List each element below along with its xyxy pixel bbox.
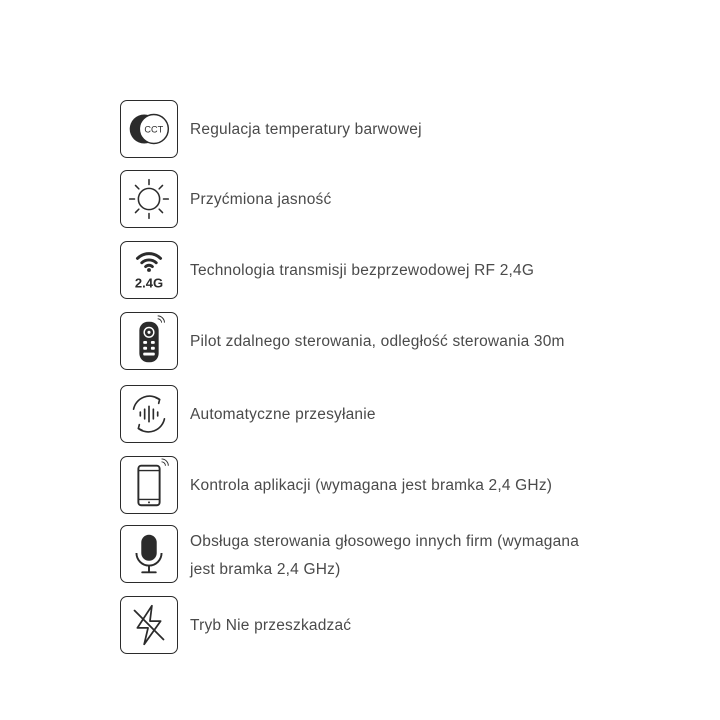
wifi-band-text: 2.4G bbox=[134, 275, 164, 291]
feature-label: Pilot zdalnego sterowania, odległość sterowania 30m bbox=[190, 333, 565, 350]
feature-label-line-2: jest bramka 2,4 GHz) bbox=[190, 561, 341, 578]
feature-label: Kontrola aplikacji (wymagana jest bramka 2,4 GHz) bbox=[190, 477, 553, 494]
cct-badge-text: CCT bbox=[144, 124, 164, 135]
sun-icon bbox=[120, 170, 178, 228]
feature-label-line-1: Obsługa sterowania głosowego innych firm (wymagana bbox=[190, 533, 580, 550]
feature-label: Regulacja temperatury barwowej bbox=[190, 121, 422, 138]
cct-icon bbox=[120, 100, 178, 158]
remote-control-icon bbox=[120, 312, 178, 370]
feature-label: Automatyczne przesyłanie bbox=[190, 406, 376, 423]
no-flash-icon bbox=[120, 596, 178, 654]
feature-label: Przyćmiona jasność bbox=[190, 191, 332, 208]
feature-label: Tryb Nie przeszkadzać bbox=[190, 617, 352, 634]
wifi-2-4g-icon bbox=[120, 241, 178, 299]
smartphone-icon bbox=[120, 456, 178, 514]
auto-sync-icon bbox=[120, 385, 178, 443]
microphone-icon bbox=[120, 525, 178, 583]
feature-label: Technologia transmisji bezprzewodowej RF 2,4G bbox=[190, 262, 535, 279]
